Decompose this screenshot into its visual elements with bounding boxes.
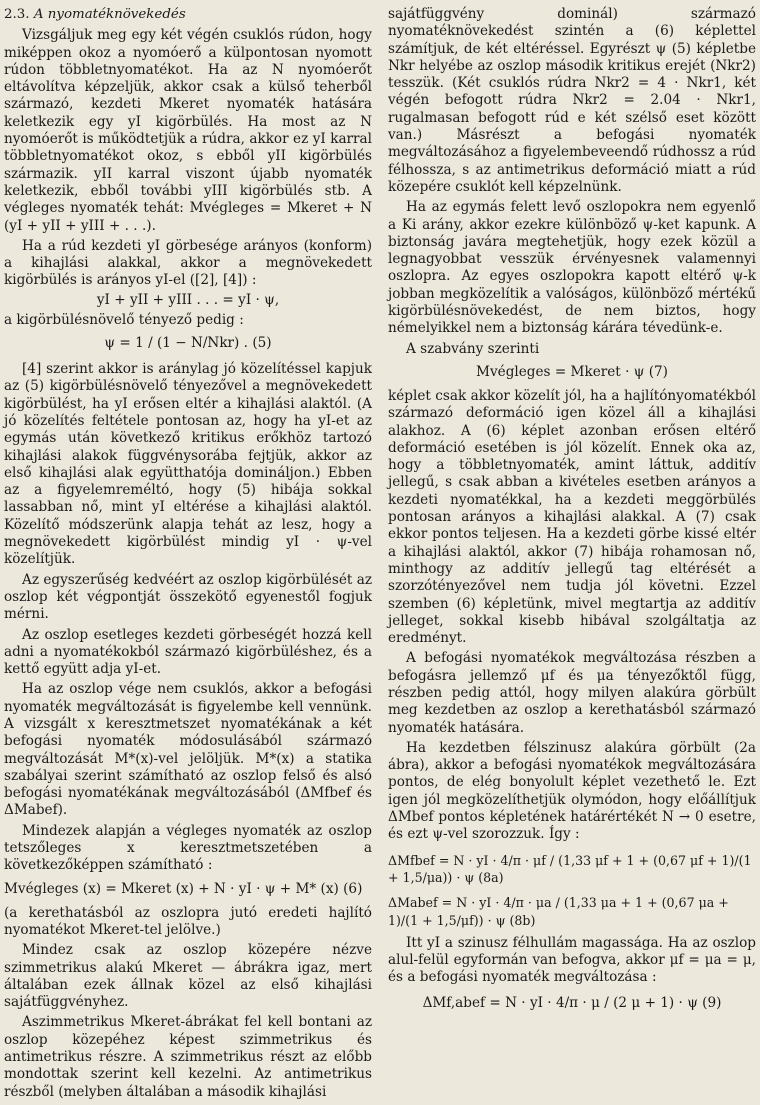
paragraph: A szabvány szerinti: [406, 340, 540, 357]
paragraph: Vizsgáljuk meg egy két végén csuklós rúdon, hogy miképpen okoz a nyomóerő a külpontosan nyomott rúdon többletnyomatékot. Ha az N nyomóerőt eltávolítva képzeljük, akkor csak a külső teherből származó, kezdeti Mkeret nyomaték hatására keletkezik egy yI kigörbülés. Ha most az N nyomóerőt is működtetjük a rúdra, akkor ez yI karral többletnyomatékot okoz, s ebből yII kigörbülés származik. yII karral viszont újabb nyomaték keletkezik, ebből további yIII kigörbülés stb. A végleges nyomaték tehát: Mvégleges = Mkeret + N (yI + yII + yIII + . . .).: [4, 27, 372, 234]
paragraph: sajátfüggvény dominál) származó nyomatéknövekedést szintén a (6) képlettel számítjuk, de két eltéréssel. Egyrészt ψ (5) képletbe Nkr helyébe az oszlop második kritikus erejét (Nkr2) tesszük. (Két csuklós rúdra Nkr2 = 4 · Nkr1, két végén befogott rúdra Nkr2 = 2.04 · Nkr1, rugalmasan befogott rúd e két szélső eset között van.) Másrészt a befogási nyomaték megváltozásához a figyelembeveendő rúdhossz a rúd félhossza, s az antimetrikus deformáció miatt a rúd közepére csuklót kell képzelnünk.: [388, 6, 756, 195]
equation-8b: ΔMabef = N · yI · 4/π · μa / (1,33 μa + 1 + (0,67 μa + 1)/(1 + 1,5/μf)) · ψ (8b): [388, 895, 729, 928]
paragraph: Mindezek alapján a végleges nyomaték az oszlop tetszőleges x keresztmetszetében a következőképpen számítható :: [4, 822, 372, 874]
equation-7: Mvégleges = Mkeret · ψ (7): [476, 363, 668, 380]
paragraph: képlet csak akkor közelít jól, ha a hajlítónyomatékból származó deformáció igen közel áll a kihajlási alakhoz. A (6) képlet azonban erősen eltérő deformáció esetében is jól közelít. Ennek oka az, hogy a többletnyomaték, amint láttuk, additív jellegű, s csak abban a kivételes esetben arányos a kezdeti nyomatékkal, ha a kezdeti meggörbülés pontosan arányos a kihajlási alakkal. A (7) csak ekkor pontos teljesen. Ha a kezdeti görbe kissé eltér a kihajlási alaktól, akkor (7) hibája rohamosan nő, minthogy az additív jellegű tag eltérését a szorzótényezővel nem tudja jól követni. Ezzel szemben (6) képletünk, mivel megtartja az additív jelleget, sokkal kisebb hibával szolgáltatja az eredményt.: [388, 387, 756, 647]
section-number: 2.3.: [4, 7, 30, 22]
paragraph: [4] szerint akkor is aránylag jó közelítéssel kapjuk az (5) kigörbülésnövelő tényezővel a megnövekedett kigörbülést, ha yI erősen eltér a kihajlási alaktól. (A jó közelítés feltétele pontosan az, hogy ha yI-et az egymás után következő kritikus erőkhöz tartozó kihajlási alakok függvénysorába fejtjük, akkor az első kihajlási alak együtthatója domináljon.) Ebben az a figyelemreméltó, hogy (5) hibája sokkal lassabban nő, mint yI eltérése a kihajlási alaktól. Közelítő módszerünk alapja tehát az lesz, hogy a megnövekedett kigörbülést mindig yI · ψ-vel közelítjük.: [4, 361, 372, 568]
left-column: [4, 6, 372, 1101]
paragraph: A befogási nyomatékok megváltozása részben a befogásra jellemző μf és μa tényezőktől függ, részben pedig attól, hogy milyen alakúra görbült meg kezdetben az oszlop a kerethatásból származó nyomaték hatására.: [388, 650, 756, 736]
right-column: [388, 6, 756, 1013]
paragraph: Aszimmetrikus Mkeret-ábrákat fel kell bontani az oszlop közepéhez képest szimmetrikus és antimetrikus részre. A szimmetrikus részt az előbb mondottak szerint kell kezelni. Az antimetrikus részből (melyben általában a második kihajlási: [4, 1014, 372, 1100]
paragraph: Ha a rúd kezdeti yI görbesége arányos (konform) a kihajlási alakkal, akkor a megnövekedett kigörbülés is arányos yI-el ([2], [4]) :: [4, 237, 372, 289]
paragraph: Mindez csak az oszlop közepére nézve szimmetrikus alakú Mkeret — ábrákra igaz, mert általában ezek állnak közel az első kihajlási sajátfüggvényhez.: [4, 942, 372, 1011]
equation-8a: ΔMfbef = N · yI · 4/π · μf / (1,33 μf + 1 + (0,67 μf + 1)/(1 + 1,5/μa)) · ψ (8a): [388, 852, 752, 885]
equation-5: ψ = 1 / (1 − N/Nkr) . (5): [104, 335, 272, 352]
paragraph: Az oszlop esetleges kezdeti görbeségét hozzá kell adni a nyomatékokból származó kigörbüléshez, és a kettő együtt adja yI-et.: [4, 626, 372, 678]
paragraph: Ha az egymás felett levő oszlopokra nem egyenlő a Ki arány, akkor ezekre különböző ψ-ket kapunk. A biztonság javára megtehetjük, hogy ezek közül a legnagyobbat vesszük érvényesnek valamennyi oszlopra. Az egyes oszlopokra kapott eltérő ψ-k jobban megközelítik a valóságos, különböző mértékű kigörbülésnövekedést, de nem biztos, hogy némelyikkel nem a biztonság kárára tévedünk-e.: [388, 199, 756, 337]
paragraph: (a kerethatásból az oszlopra jutó eredeti hajlító nyomatékot Mkeret-tel jelölve.): [4, 904, 372, 938]
paragraph: Az egyszerűség kedvéért az oszlop kigörbülését az oszlop két végpontját összekötő egyenestől fogjuk mérni.: [4, 571, 372, 623]
paragraph: Ha kezdetben félszinusz alakúra görbült (2a ábra), akkor a befogási nyomatékok megváltozására pontos, de elég bonyolult képlet vezethető le. Ezt igen jól megközelíthetjük olymódon, hogy előállítjuk ΔMbef pontos képletének határértékét N → 0 esetre, és ezt ψ-vel szorozzuk. Így :: [388, 739, 756, 843]
paragraph: Itt yI a szinusz félhullám magassága. Ha az oszlop alul-felül egyformán van befogva, akkor μf = μa = μ, és a befogási nyomaték megváltozása :: [388, 934, 756, 986]
section-title: A nyomatéknövekedés: [33, 7, 186, 22]
paragraph: a kigörbülésnövelő tényező pedig :: [4, 311, 244, 328]
section-heading: [4, 6, 372, 23]
equation-9: ΔMf,abef = N · yI · 4/π · μ / (2 μ + 1) · ψ (9): [422, 994, 722, 1011]
paragraph: Ha az oszlop vége nem csuklós, akkor a befogási nyomaték megváltozását is figyelembe kell vennünk. A vizsgált x keresztmetszet nyomatékának a két befogási nyomaték módosulásából származó megváltozását M*(x)-vel jelöljük. M*(x) a statika szabályai szerint számítható az oszlop felső és alsó befogási nyomatékának megváltozásából (ΔMfbef és ΔMabef).: [4, 681, 372, 819]
equation-6: Mvégleges (x) = Mkeret (x) + N · yI · ψ + M* (x) (6): [4, 880, 363, 897]
equation: yI + yII + yIII . . . = yI · ψ,: [96, 291, 280, 308]
